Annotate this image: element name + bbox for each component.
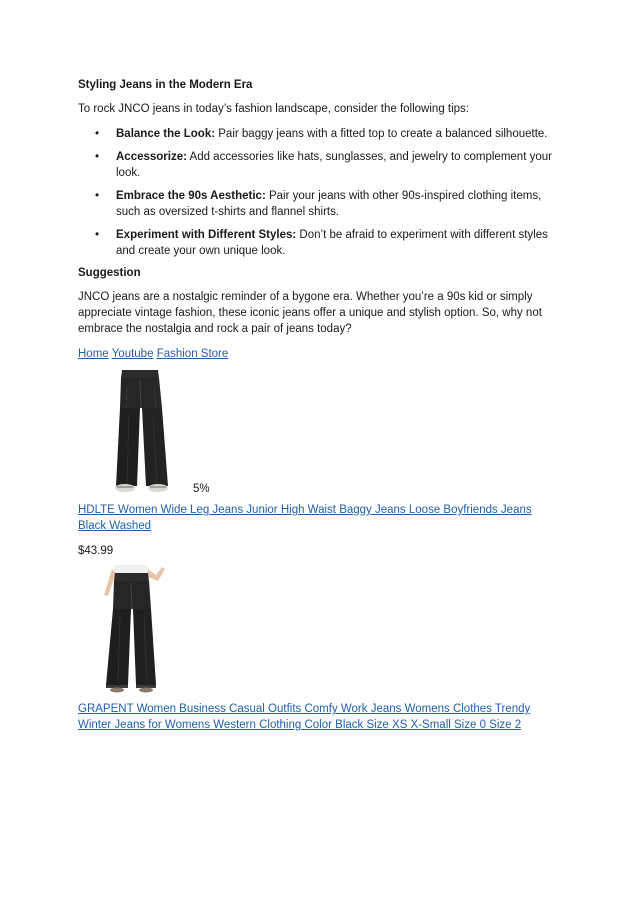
product-1-discount: 5%: [193, 483, 210, 495]
product-2-link[interactable]: GRAPENT Women Business Casual Outfits Comfy Work Jeans Womens Clothes Trendy Winter Jeans for Womens Western Clothing Color Black Size XS X-Small Size 0 Size 2: [78, 703, 531, 731]
tip-title: Embrace the 90s Aesthetic:: [116, 190, 266, 202]
tips-list: [78, 126, 558, 259]
product-1-image[interactable]: [96, 368, 186, 496]
list-item: [78, 149, 558, 181]
product-1-link[interactable]: HDLTE Women Wide Leg Jeans Junior High Waist Baggy Jeans Loose Boyfriends Jeans Black Washed: [78, 504, 532, 532]
product-1-price: $43.99: [78, 545, 114, 557]
suggestion-paragraph: JNCO jeans are a nostalgic reminder of a bygone era. Whether you’re a 90s kid or simply appreciate vintage fashion, these iconic jeans offer a unique and stylish option. So, why not embrace the nostalgia and rock a pair of jeans today?: [78, 291, 542, 335]
product-1-image-row: [96, 368, 558, 496]
home-link[interactable]: Home: [78, 348, 109, 360]
bullet-icon: •: [95, 128, 100, 140]
list-item: [78, 188, 558, 220]
intro-paragraph: To rock JNCO jeans in today’s fashion landscape, consider the following tips:: [78, 103, 469, 115]
youtube-link[interactable]: Youtube: [111, 348, 154, 360]
tip-title: Accessorize:: [116, 151, 187, 163]
tip-text: Pair your jeans with other 90s-inspired clothing items, such as oversized t-shirts and flannel shirts.: [116, 190, 542, 218]
document-page: [78, 78, 558, 742]
suggestion-heading: Suggestion: [78, 267, 141, 279]
bullet-icon: •: [95, 190, 100, 202]
tip-text: Don’t be afraid to experiment with different styles and create your own unique look.: [116, 229, 548, 257]
section-heading: Styling Jeans in the Modern Era: [78, 79, 253, 91]
tip-text: Add accessories like hats, sunglasses, and jewelry to complement your look.: [116, 151, 552, 179]
jeans-photo-icon: [88, 565, 178, 693]
tip-title: Experiment with Different Styles:: [116, 229, 297, 241]
nav-links: [78, 346, 558, 362]
list-item: [78, 126, 558, 142]
fashion-store-link[interactable]: Fashion Store: [156, 348, 229, 360]
bullet-icon: •: [95, 229, 100, 241]
bullet-icon: •: [95, 151, 100, 163]
list-item: [78, 227, 558, 259]
product-2-image[interactable]: [88, 565, 178, 693]
tip-title: Balance the Look:: [116, 128, 216, 140]
tip-text: Pair baggy jeans with a fitted top to create a balanced silhouette.: [215, 128, 548, 140]
jeans-photo-icon: [96, 368, 186, 496]
